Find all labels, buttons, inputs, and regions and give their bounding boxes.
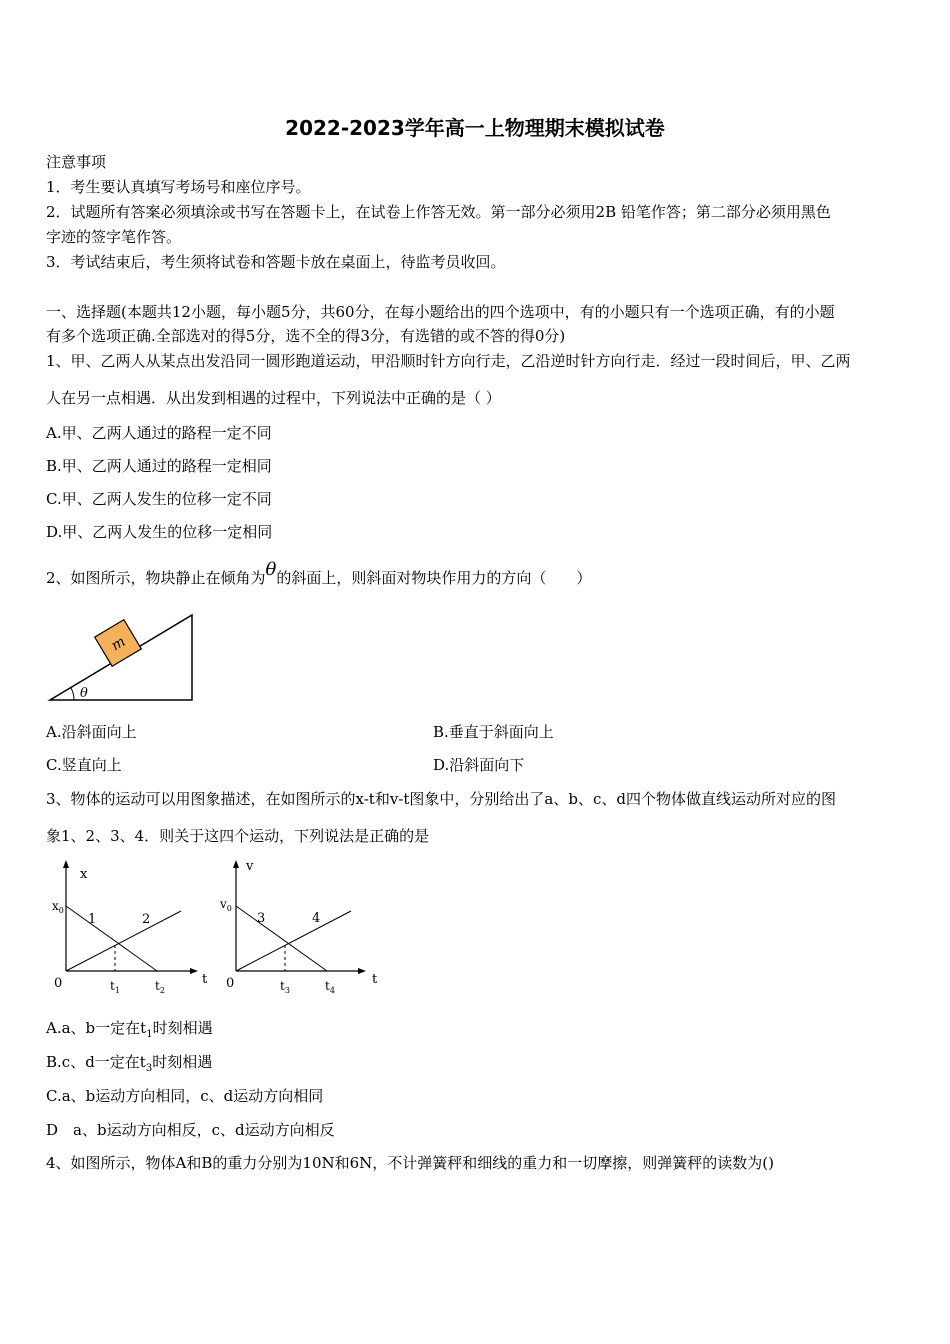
y0-label: $x_0$ [52,899,64,915]
q1-option-c: C.甲、乙两人发生的位移一定不同 [46,490,272,508]
q2-option-c: C.竖直向上 [46,756,122,774]
y-axis-arrow-icon [63,860,69,868]
notice-item: 3．考试结束后，考生须将试卷和答题卡放在桌面上，待监考员收回。 [46,253,506,271]
line-label-4: 4 [312,911,321,926]
x-axis-arrow-icon [358,968,366,974]
q3-stem: 3、物体的运动可以用图象描述，在如图所示的x-t和v-t图象中，分别给出了a、b、c、d四个物体做直线运动所对应的图 [46,790,836,808]
section-heading: 一、选择题(本题共12小题，每小题5分，共60分，在每小题给出的四个选项中，有的小题只有一个选项正确，有的小题 [46,303,835,321]
q1-option-b: B.甲、乙两人通过的路程一定相同 [46,457,272,475]
y0-label: $v_0$ [220,897,232,913]
t2-label: $t_2$ [155,979,165,995]
q1-stem: 1、甲、乙两人从某点出发沿同一圆形跑道运动，甲沿顺时针方向行走，乙沿逆时针方向行走．经过一段时间后，甲、乙两 [46,352,851,370]
origin-label: 0 [226,976,235,991]
q2-stem [46,559,592,588]
q4-stem: 4、如图所示，物体A和B的重力分别为10N和6N，不计弹簧秤和细线的重力和一切摩擦，则弹簧秤的读数为() [46,1154,774,1172]
notice-item: 2．试题所有答案必须填涂或书写在答题卡上，在试卷上作答无效。第一部分必须用2B 铅笔作答；第二部分必须用黑色 [46,203,831,221]
q1-stem-cont: 人在另一点相遇．从出发到相遇的过程中，下列说法中正确的是（ ） [46,389,501,407]
angle-label: θ [80,686,88,701]
notice-heading: 注意事项 [46,153,107,171]
t1-label: $t_1$ [110,979,120,995]
line-label-1: 1 [88,912,97,927]
y-axis-label: v [246,859,254,874]
line-label-2: 2 [142,912,151,927]
vt-graph [214,856,389,998]
graph-line-2 [66,911,181,971]
line-label-3: 3 [257,911,266,926]
q3-option-b: B.c、d一定在$t_3$时刻相遇 [46,1053,213,1074]
q1-option-a: A.甲、乙两人通过的路程一定不同 [46,424,272,442]
x-axis-label: t [372,972,378,987]
q2-stem-part2: 的斜面上，则斜面对物块作用力的方向（ ） [276,569,592,587]
q3-option-d: D a、b运动方向相反，c、d运动方向相反 [46,1121,335,1139]
q2-option-b: B.垂直于斜面向上 [433,723,554,741]
q2-option-d: D.沿斜面向下 [433,756,525,774]
q3-option-a: A.a、b一定在$t_1$时刻相遇 [46,1019,213,1040]
block-label: m [108,633,129,655]
x-axis-arrow-icon [190,968,198,974]
graph-line-4 [236,911,351,971]
angle-arc [71,688,74,700]
y-axis-arrow-icon [233,860,239,868]
exam-title: 2022-2023学年高一上物理期末模拟试卷 [285,116,665,140]
t4-label: $t_4$ [325,979,335,995]
block [95,620,142,667]
incline-figure [40,605,210,710]
q3-option-c: C.a、b运动方向相同，c、d运动方向相同 [46,1087,324,1105]
section-heading-cont: 有多个选项正确.全部选对的得5分，选不全的得3分，有选错的或不答的得0分) [46,327,566,345]
x-axis-label: t [202,972,208,987]
notice-item: 字迹的签字笔作答。 [46,228,182,246]
q1-option-d: D.甲、乙两人发生的位移一定相同 [46,523,273,541]
y-axis-label: x [80,867,88,882]
xt-graph [44,856,219,998]
q2-option-a: A.沿斜面向上 [46,723,137,741]
origin-label: 0 [54,976,63,991]
notice-item: 1．考生要认真填写考场号和座位序号。 [46,178,311,196]
t3-label: $t_3$ [280,979,290,995]
theta-symbol: θ [265,559,277,580]
q3-stem-cont: 象1、2、3、4．则关于这四个运动，下列说法是正确的是 [46,827,430,845]
q2-stem-part1: 2、如图所示，物块静止在倾角为 [46,569,266,587]
